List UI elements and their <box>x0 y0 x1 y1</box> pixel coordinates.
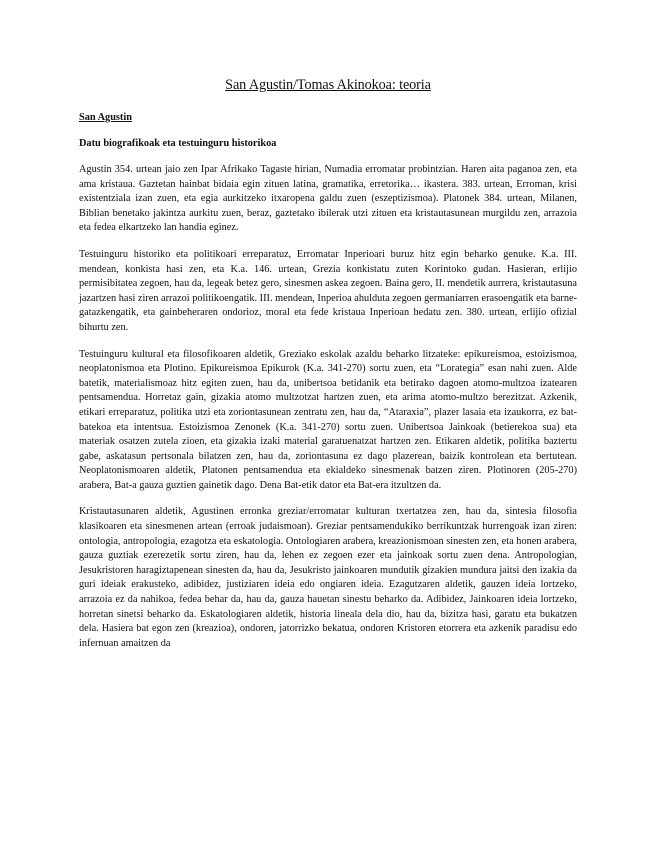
paragraph-biography: Agustin 354. urtean jaio zen Ipar Afrikako Tagaste hirian, Numadia erromatar probintzian. Haren aita paganoa zen, eta ama kristaua. Gaztetan hainbat bidaia egin zituen latina, gramatika, erretorika… ikastera. 383. urtean, Erroman, krisi existentziala izan zuen, eta egia aurkitzeko itxaropena galdu zuen (eszeptizismoa). Platonek 384. urtean, Milanen, Biblian benetako jakintza aurkitu zuen, beraz, gaztetako ibilerak utzi zituen eta kristautasunean murgildu zen, arrazoia eta fedea elkartzeko lan handia eginez. <box>79 164 577 234</box>
document-title: San Agustin/Tomas Akinokoa: teoria <box>225 77 431 93</box>
paragraph-christianity: Kristautasunaren aldetik, Agustinen erronka greziar/erromatar kulturan txertatzea zen, hau da, sintesia filosofia klasikoaren eta sinesmenen artean (erroak judaismoan). Greziar pentsamendukiko berrikuntzak hurrengoak izan ziren: ontologia, antropologia, ezagotza eta eskatologia. Ontologiaren arabera, kreazionismoan sinesten zen, eta honen arabera, gauza guztiak ezerezetik sortu ziren, hau da, lehen ez zegoen ezer eta jainkoak sortu zuen dena. Antropologian, Jesukristoren haragiztapenean sinesten da, hau da, Jesukristo jainkoaren mundutik gizakien mundura jaitsi den izakia da guri ideiak erakusteko, adibidez, justiziaren ideia edo ongiaren ideia. Ezagutzaren aldetik, gauzen ideia lortzeko, arrazoia ez da nahikoa, fedea behar da, hau da, gauza hauetan sinestu beharko da. Adibidez, Jainkoaren ideia lortzeko, horretan sinetsi beharko da. Eskatologiaren aldetik, historia lineala dela dio, hau da, bizitza hasi, garatu eta bukatzen dela. Hasiera bat egon zen (kreazioa), ondoren, jatorrizko bekatua, ondoren Kristoren etorrera eta azkenik paradisu edo infernuan amaitzen da <box>79 506 577 649</box>
paragraph-historical-context: Testuinguru historiko eta politikoari erreparatuz, Erromatar Inperioari buruz hitz egin beharko genuke. K.a. III. mendean, konkista hasi zen, eta K.a. 146. urtean, Grezia konkistatu zuten Korintoko gudan. Hasieran, erlijio permisibitatea zegoen, hau da, legeak betez gero, sinesmen askea zegoen. Baina gero, II. mendetik aurrera, kristautasuna jazartzen hasi ziren arrazoi politikoengatik. III. mendean, Inperioa ahulduta zegoen germaniarren erasoengatik eta barne-gatazkengatik, eta gainbeheraren ondorioz, moral eta fede kristaua Inperioan hedatu zen. 380. urtean, erlijio ofizial bihurtu zen. <box>79 248 578 333</box>
subsection-title: Datu biografikoak eta testuinguru historikoa <box>79 138 277 149</box>
section-title: San Agustin <box>79 112 132 123</box>
paragraph-philosophical-context: Testuinguru kultural eta filosofikoaren aldetik, Greziako eskolak azaldu beharko litzateke: epikureismoa, estoizismoa, neoplatonismoa eta Plotino. Epikureismoa Epikurok (K.a. 341-270) sortu zuen, eta “Lorategia” esan nahi zuen. Alde batetik, materialismoaz hitz egiten zuen, hau da, unibertsoa betidanik eta betirako dagoen atomo-multzoa izatearen pentsamendua. Horretaz gain, gizakia atomo multzotzat hartzen zuen, eta arima atomo-multzo berezitzat. Azkenik, etikari erreparatuz, politika utzi eta zoriontasunean zentratu zen, hau da, “Ataraxia”, plazer lasaia eta izaukorra, ez bat-batekoa eta intentsua. Estoizismoa Zenonek (K.a. 341-270) sortu zuen. Unibertsoa Jainkoak (betierekoa sua) eta materiak osatzen zutela zioen, eta gizakia izaki material garatuenatzat hartzen zen. Etikaren aldetik, politika baztertu gabe, askatasun pertsonala bilatzen zen, hau da, zoriontasuna ez dago plazerean, baizik kontrolean eta bertutean. Neoplatonismoaren aldetik, Platonen pentsamendua eta ekialdeko sinesmenak batzen ziren. Plotinoren (205-270) arabera, Bat-a gauza guztien gainetik dago. Dena Bat-etik dator eta Bat-era itzultzen da. <box>79 348 577 491</box>
